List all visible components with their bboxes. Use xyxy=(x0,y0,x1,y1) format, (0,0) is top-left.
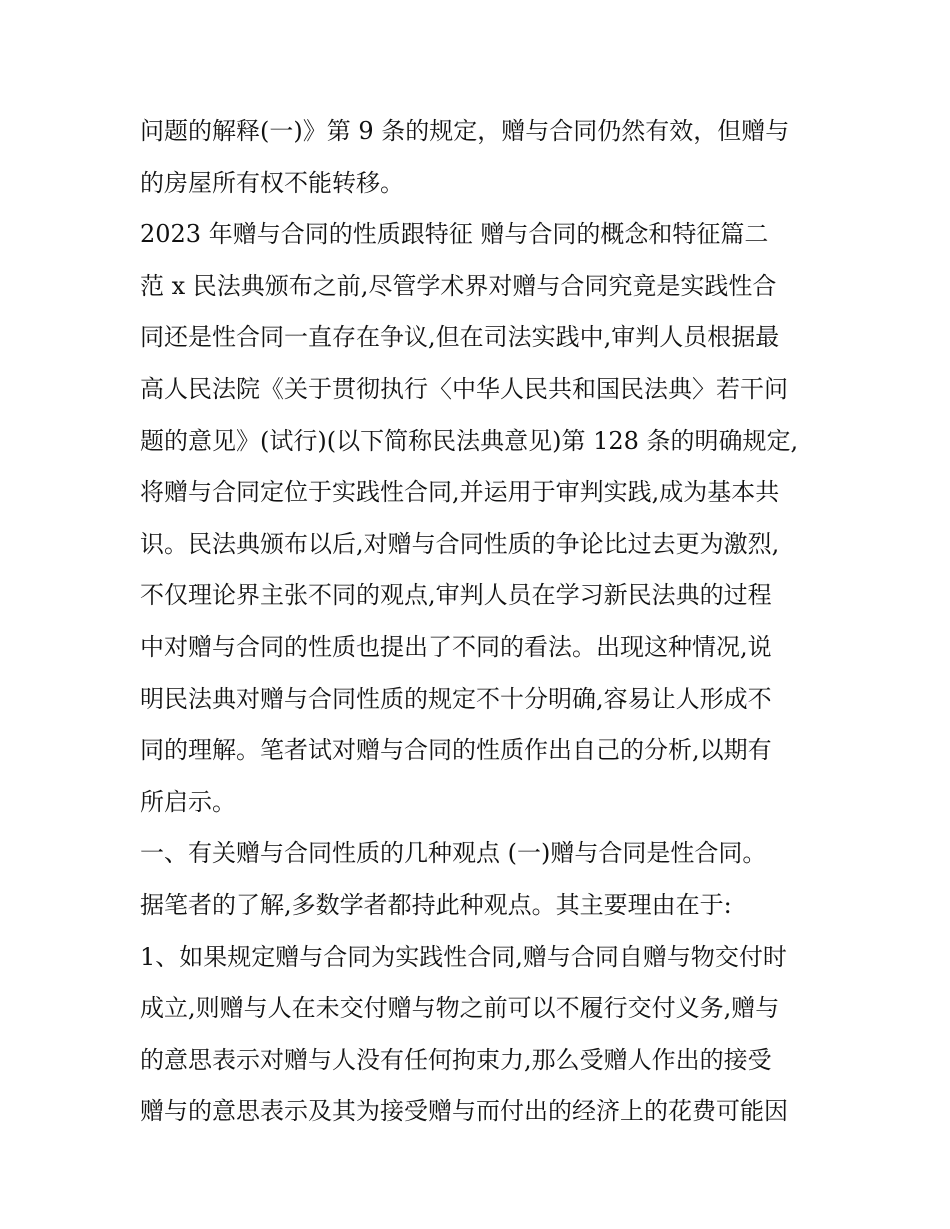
document-body xyxy=(140,106,830,1138)
text-line: 1、如果规定赠与合同为实践性合同,赠与合同自赠与物交付时 xyxy=(140,942,787,971)
text-line: 范 x 民法典颁布之前,尽管学术界对赠与合同究竟是实践性合 xyxy=(140,271,777,300)
text-line: 不仅理论界主张不同的观点,审判人员在学习新民法典的过程 xyxy=(140,581,772,610)
text-line: 据笔者的了解,多数学者都持此种观点。其主要理由在于: xyxy=(140,890,732,919)
text-line: 成立,则赠与人在未交付赠与物之前可以不履行交付义务,赠与 xyxy=(140,994,780,1023)
text-line: 将赠与合同定位于实践性合同,并运用于审判实践,成为基本共 xyxy=(140,478,780,507)
text-line: 同还是性合同一直存在争议,但在司法实践中,审判人员根据最 xyxy=(140,323,780,352)
text-line: 一、有关赠与合同性质的几种观点 (一)赠与合同是性合同。 xyxy=(140,839,767,868)
text-line: 赠与的意思表示及其为接受赠与而付出的经济上的花费可能因 xyxy=(140,1097,788,1126)
text-line: 中对赠与合同的性质也提出了不同的看法。出现这种情况,说 xyxy=(140,632,772,661)
text-line: 的房屋所有权不能转移。 xyxy=(140,168,404,197)
text-line: 的意思表示对赠与人没有任何拘束力,那么受赠人作出的接受 xyxy=(140,1045,772,1074)
text-line: 识。民法典颁布以后,对赠与合同性质的争论比过去更为激烈, xyxy=(140,529,780,558)
section-heading: 2023 年赠与合同的性质跟特征 赠与合同的概念和特征篇二 xyxy=(140,220,769,249)
text-line: 高人民法院《关于贯彻执行〈中华人民共和国民法典〉若干问 xyxy=(140,374,788,403)
text-line: 题的意见》(试行)(以下简称民法典意见)第 128 条的明确规定, xyxy=(140,426,799,455)
text-line: 问题的解释(一)》第 9 条的规定，赠与合同仍然有效，但赠与 xyxy=(140,117,790,145)
text-line: 明民法典对赠与合同性质的规定不十分明确,容易让人形成不 xyxy=(140,684,772,713)
text-line: 所启示。 xyxy=(140,787,236,816)
text-line: 同的理解。笔者试对赠与合同的性质作出自己的分析,以期有 xyxy=(140,736,772,765)
